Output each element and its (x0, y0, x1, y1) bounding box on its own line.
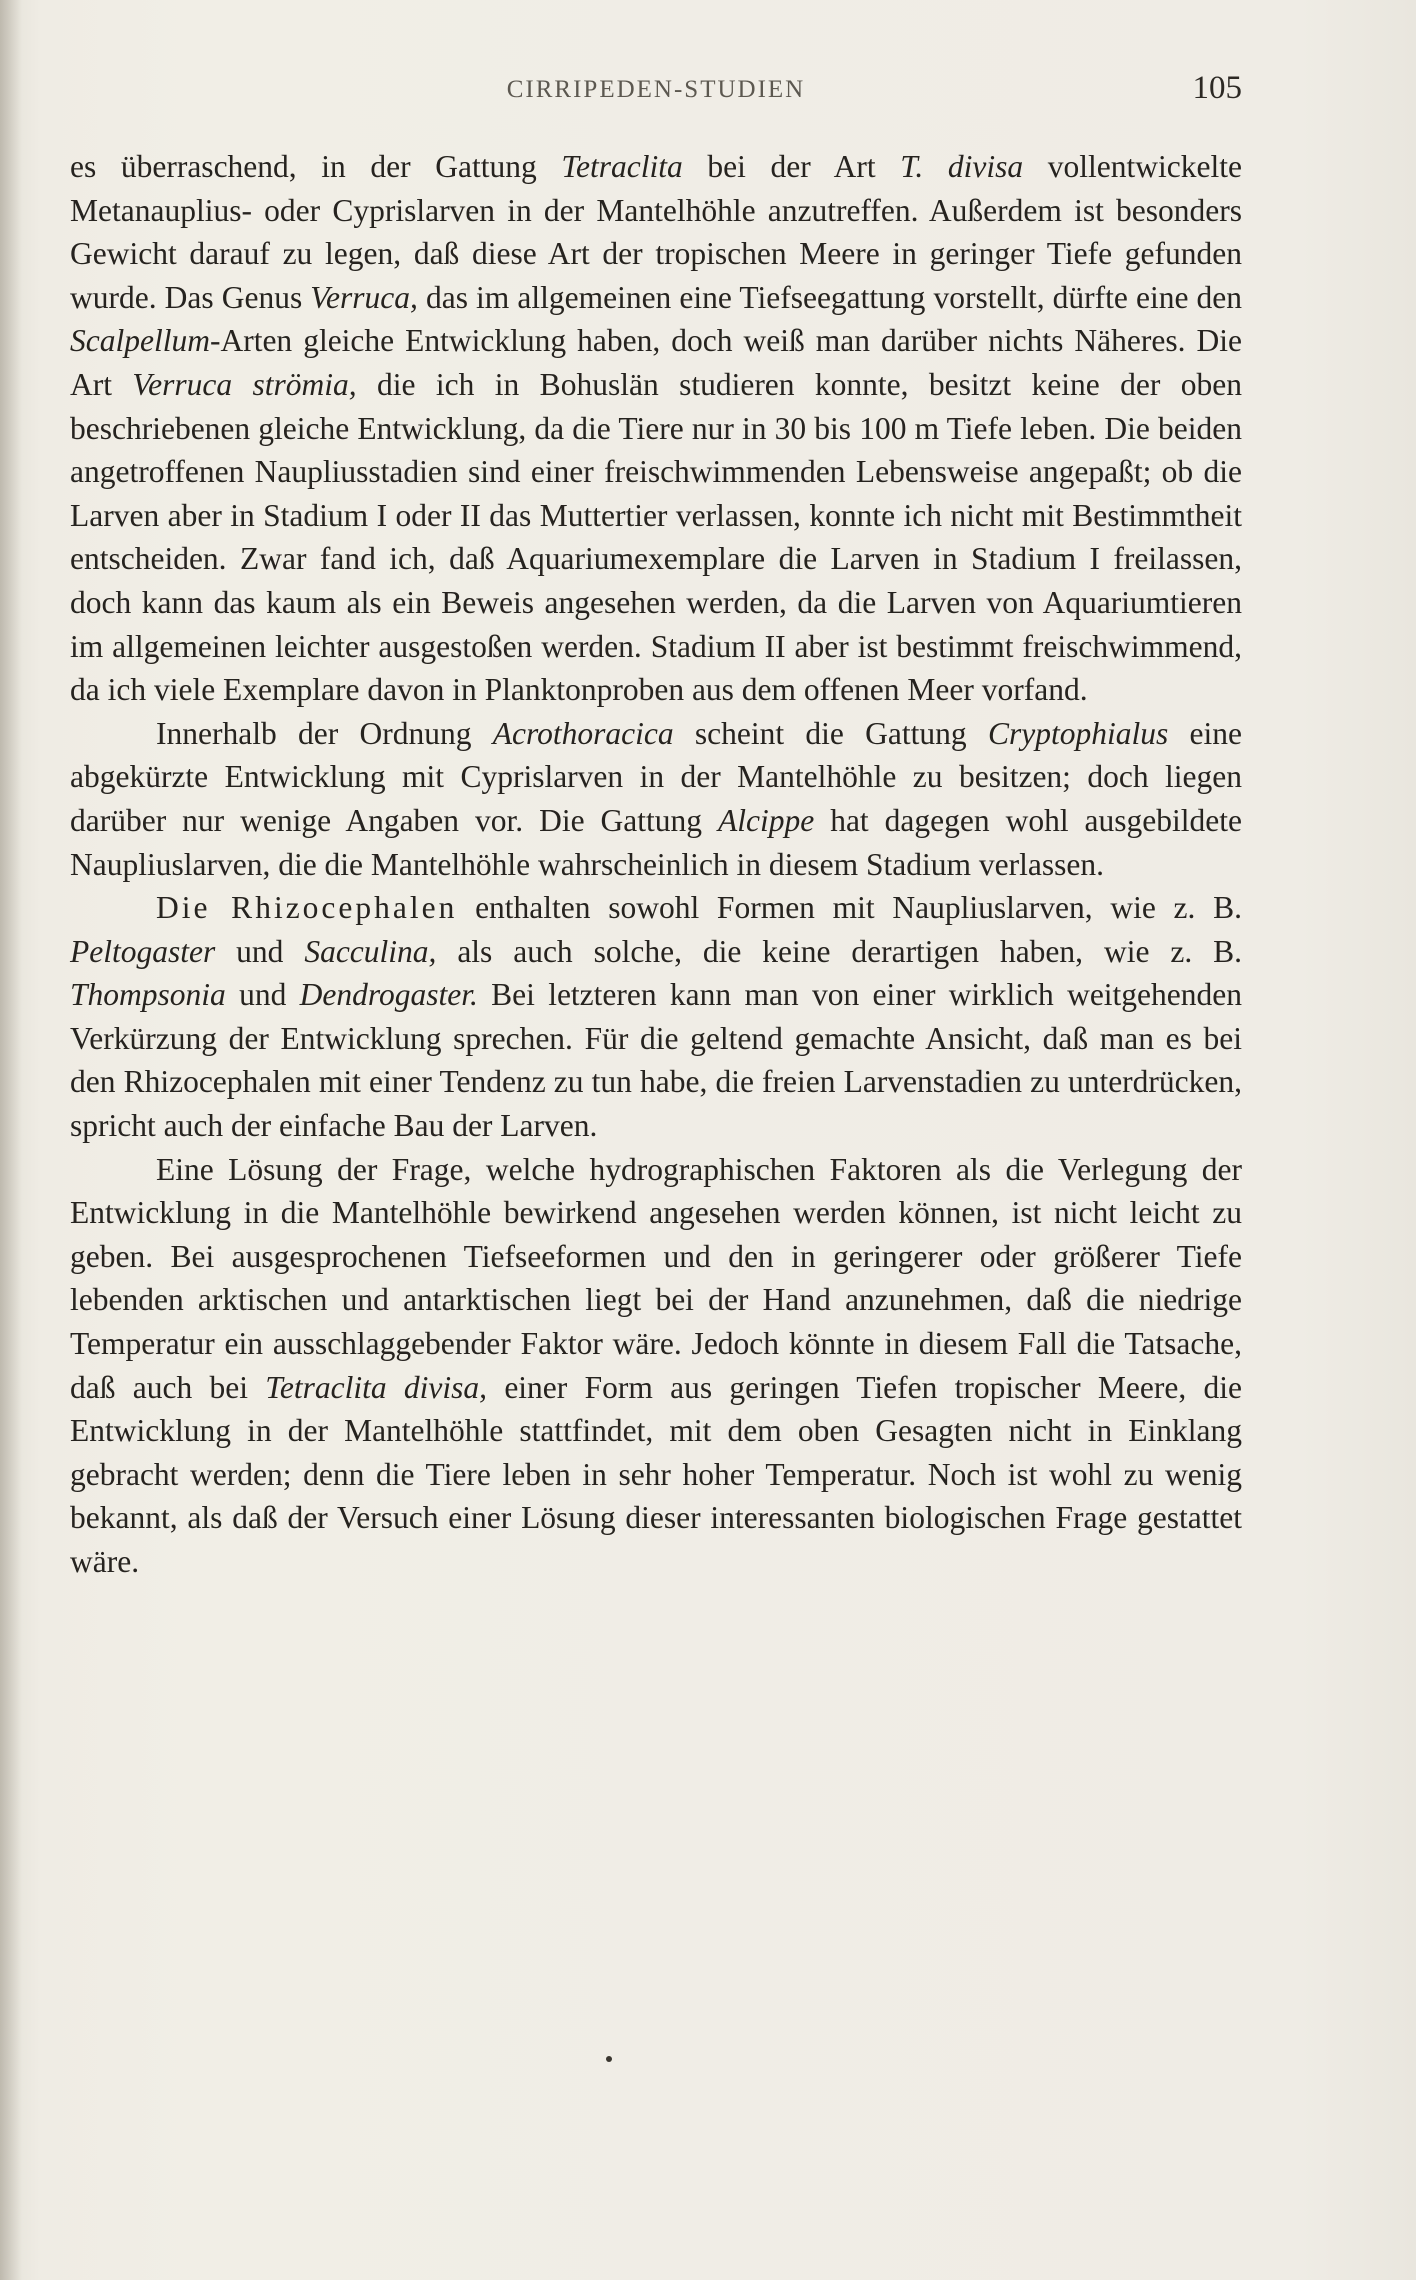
page-header (70, 70, 1242, 118)
text-run: das im allgemeinen eine Tiefseegattung vorstellt, dürfte eine den (417, 279, 1242, 315)
taxon-name: Scalpellum (70, 323, 210, 359)
taxon-name: Peltogaster (70, 933, 216, 969)
text-run: scheint die Gattung (673, 715, 988, 751)
page-number: 105 (1192, 70, 1242, 106)
text-run: -Arten gleiche Entwicklung haben, doch weiß man darüber nichts Näheres. Die Art (70, 323, 1242, 402)
taxon-name: Tetraclita (561, 149, 683, 184)
taxon-name: Dendrogaster. (299, 977, 478, 1013)
text-run: einer Form aus geringen Tiefen tropischer Meere, die Entwicklung in der Mantelhöhle stattfindet, mit dem oben Gesagten nicht in Einklang gebracht werden; denn die Tiere leben in sehr hoher Temperatur. Noch ist wohl zu wenig bekannt, als daß der Versuch einer Lösung dieser interessanten biologischen Frage gestattet wäre. (70, 1369, 1242, 1579)
text-run: die ich in Bohuslän studieren konnte, besitzt keine der oben beschriebenen gleiche Entwicklung, da die Tiere nur in 30 bis 100 m Tiefe leben. Die beiden angetroffenen Naupliusstadien sind einer freischwimmenden Lebensweise angepaßt; ob die Larven aber in Stadium I oder II das Muttertier verlassen, konnte ich nicht mit Bestimmtheit entscheiden. Zwar fand ich, daß Aquariumexemplare die Larven in Stadium I freilassen, doch kann das kaum als ein Beweis angesehen werden, da die Larven von Aquariumtieren im allgemeinen leichter ausgestoßen werden. Stadium II aber ist bestimmt freischwimmend, da ich viele Exemplare davon in Planktonproben aus dem offenen Meer vorfand. (70, 366, 1242, 708)
taxon-name: Verruca strömia, (132, 366, 357, 402)
text-run: und (225, 977, 300, 1013)
binding-shadow (0, 0, 22, 2280)
taxon-name: T. divisa (900, 149, 1024, 184)
text-run: eine abgekürzte Entwicklung mit Cyprislarven in der Mantelhöhle zu besitzen; doch liegen darüber nur wenige Angaben vor. Die Gattung (70, 715, 1242, 838)
text-run: Eine Lösung der Frage, welche hydrographischen Faktoren als die Verlegung der Entwicklung in die Mantelhöhle bewirkend angesehen werden können, ist nicht leicht zu geben. Bei ausgesprochenen Tiefseeformen und den in geringerer oder größerer Tiefe lebenden arktischen und antarktischen liegt bei der Hand anzunehmen, daß die niedrige Temperatur ein ausschlaggebender Faktor wäre. Jedoch könnte in diesem Fall die Tatsache, daß auch bei (70, 1151, 1242, 1405)
text-run: und (215, 933, 305, 969)
running-title: CIRRIPEDEN-STUDIEN (506, 76, 806, 103)
taxon-name: Acrothoracica (492, 715, 674, 751)
text-run: als auch solche, die keine derartigen haben, wie z. B. (436, 933, 1242, 969)
text-run: bei der Art (682, 149, 901, 184)
paragraph-1 (70, 145, 1242, 712)
ink-speck (606, 2056, 612, 2062)
taxon-name: Sacculina, (304, 933, 437, 969)
taxon-name: Cryptophialus (987, 715, 1169, 751)
text-run: vollentwickelte Metanauplius- oder Cyprislarven in der Mantelhöhle anzutreffen. Außerdem ist besonders Gewicht darauf zu legen, daß diese Art der tropischen Meere in geringer Tiefe gefunden wurde. Das Genus (70, 149, 1242, 315)
text-run: es überraschend, in der Gattung (70, 149, 562, 184)
paragraph-4 (70, 1148, 1242, 1584)
taxon-name: Verruca, (310, 279, 418, 315)
taxon-name: Tetraclita divisa, (265, 1369, 488, 1405)
paragraph-2 (70, 712, 1242, 886)
paragraph-3 (70, 886, 1242, 1148)
taxon-name: Alcippe (718, 802, 815, 838)
text-run: enthalten sowohl Formen mit Naupliuslarven, wie z. B. (457, 890, 1242, 926)
body-text (70, 145, 1242, 1584)
text-run: hat dagegen wohl ausgebildete Naupliuslarven, die die Mantelhöhle wahrscheinlich in diesem Stadium verlassen. (70, 802, 1242, 882)
text-run: Innerhalb der Ordnung (156, 715, 493, 751)
spaced-emphasis: Die Rhizocephalen (156, 890, 458, 926)
taxon-name: Thompsonia (70, 977, 226, 1013)
text-run: Bei letzteren kann man von einer wirklich weitgehenden Verkürzung der Entwicklung sprechen. Für die geltend gemachte Ansicht, daß man es bei den Rhizocephalen mit einer Tendenz zu tun habe, die freien Larvenstadien zu unterdrücken, spricht auch der einfache Bau der Larven. (70, 977, 1243, 1144)
